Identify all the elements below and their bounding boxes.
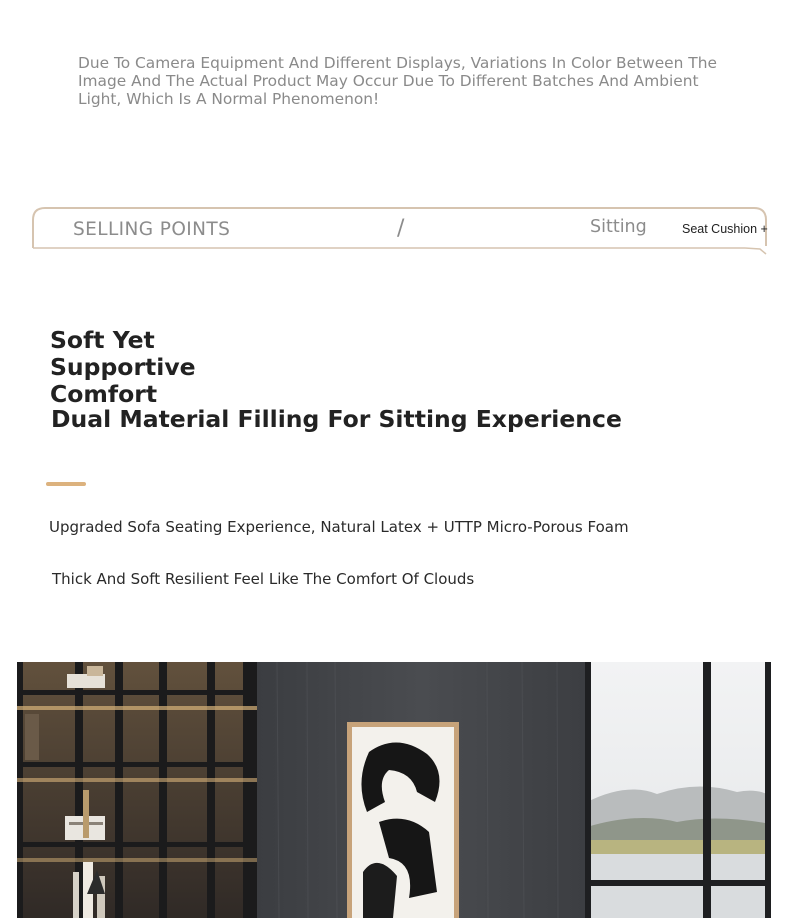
selling-points-title: SELLING POINTS bbox=[73, 219, 231, 240]
feature-subheadline: Dual Material Filling For Sitting Experience bbox=[51, 405, 622, 433]
living-room-illustration bbox=[17, 662, 771, 918]
accent-divider bbox=[46, 482, 86, 486]
feature-headline bbox=[50, 327, 290, 408]
selling-points-section-label: Sitting bbox=[590, 217, 647, 237]
color-disclaimer: Due To Camera Equipment And Different Displays, Variations In Color Between The Image And The Actual Product May Occur Due To Different Batches And Ambient Light, Which Is A Normal Phenomenon! bbox=[78, 54, 717, 108]
selling-points-divider: / bbox=[397, 216, 405, 241]
feature-description-2: Thick And Soft Resilient Feel Like The Comfort Of Clouds bbox=[52, 570, 475, 588]
selling-points-banner bbox=[0, 200, 790, 260]
feature-headline-text: Soft Yet Supportive Comfort bbox=[50, 326, 196, 408]
living-room-photo bbox=[17, 662, 771, 918]
feature-description-1: Upgraded Sofa Seating Experience, Natural Latex + UTTP Micro-Porous Foam bbox=[49, 518, 629, 536]
seat-cushion-tag: Seat Cushion + bbox=[682, 222, 768, 236]
